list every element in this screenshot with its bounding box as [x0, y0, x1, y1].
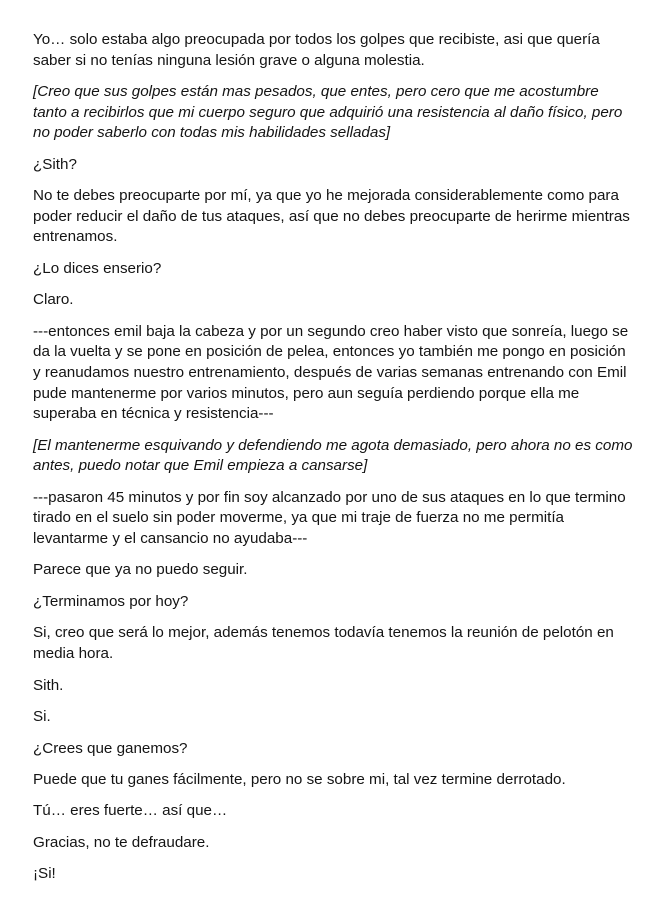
paragraph: ¡Si! — [33, 865, 56, 883]
thought-paragraph: [El mantenerme esquivando y defendiendo me agota demasiado, pero ahora no es como antes, puedo notar que Emil empieza a cansarse] — [33, 436, 633, 475]
paragraph: Parece que ya no puedo seguir. — [33, 561, 248, 579]
narration-paragraph: ---entonces emil baja la cabeza y por un segundo creo haber visto que sonreía, luego se da la vuelta y se pone en posición de pelea, entonces yo también me pongo en posición y reanudamos nuestro entrenamiento, después de varias semanas entrenando con Emil pude mantenerme por varios minutos, pero aun seguía perdiendo porque ella me superaba en técnica y resistencia--- — [33, 322, 629, 423]
paragraph: Gracias, no te defraudare. — [33, 833, 210, 851]
paragraph: ¿Sith? — [33, 155, 77, 173]
paragraph: Sith. — [33, 676, 64, 694]
paragraph: ¿Terminamos por hoy? — [33, 592, 189, 610]
paragraph: Yo… solo estaba algo preocupada por todos los golpes que recibiste, asi que quería saber si no tenías ninguna lesión grave o alguna molestia. — [33, 31, 600, 69]
paragraph: Tú… eres fuerte… así que… — [33, 802, 228, 820]
thought-paragraph: [Creo que sus golpes están mas pesados, que entes, pero cero que me acostumbre tanto a recibirlos que mi cuerpo seguro que adquirió una resistencia al daño físico, pero no poder saberlo con todas mis habilidades selladas] — [33, 83, 623, 142]
narration-paragraph: ---pasaron 45 minutos y por fin soy alcanzado por uno de sus ataques en lo que termino tirado en el suelo sin poder moverme, ya que mi traje de fuerza no me permitía levantarme y el cansancio no ayudaba--- — [33, 488, 626, 547]
paragraph: Si, creo que será lo mejor, además tenemos todavía tenemos la reunión de pelotón en media hora. — [33, 624, 614, 663]
paragraph: Si. — [33, 708, 51, 726]
paragraph: Puede que tu ganes fácilmente, pero no se sobre mi, tal vez termine derrotado. — [33, 770, 566, 788]
paragraph: No te debes preocuparte por mí, ya que yo he mejorada considerablemente como para poder reducir el daño de tus ataques, así que no debes preocuparte de herirme mientras entrenamos. — [33, 187, 630, 246]
paragraph: Claro. — [33, 291, 74, 309]
paragraph: ¿Crees que ganemos? — [33, 739, 188, 757]
paragraph: ¿Lo dices enserio? — [33, 259, 162, 277]
